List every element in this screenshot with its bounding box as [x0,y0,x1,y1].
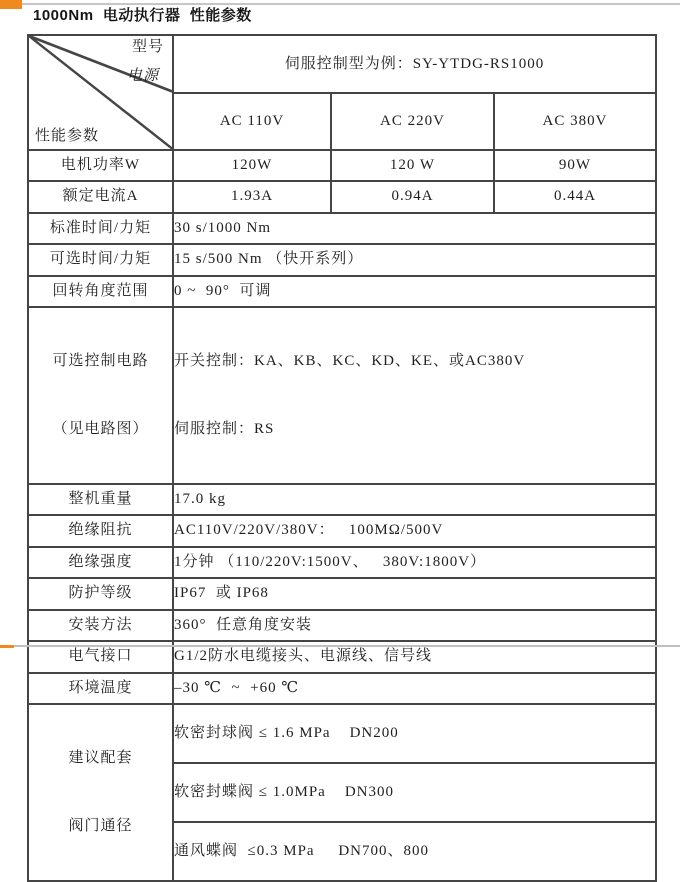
insulation-resistance-value: AC110V/220V/380V： 100MΩ/500V [173,515,656,547]
row-insulation-resistance [28,515,656,547]
motor-power-label: 电机功率W [28,150,173,182]
insulation-strength-label: 绝缘强度 [28,547,173,579]
weight-value: 17.0 kg [173,484,656,516]
mounting-method-value: 360° 任意角度安装 [173,610,656,642]
insulation-resistance-label: 绝缘阻抗 [28,515,173,547]
page-title: 1000Nm 电动执行器 性能参数 [33,7,252,24]
row-valve-ball [28,704,656,763]
control-circuit-servo-line: 伺服控制：RS [174,421,275,437]
control-circuit-label [28,307,173,484]
optional-time-torque-label: 可选时间/力矩 [28,244,173,276]
optional-time-torque-value: 15 s/500 Nm （快开系列） [173,244,656,276]
recommended-valves-label-line2: 阀门通径 [68,818,133,834]
protection-class-value: IP67 或 IP68 [173,578,656,610]
corner-label-power-supply: 电源 [126,68,159,84]
model-example-cell: 伺服控制型为例：SY-YTDG-RS1000 [173,35,656,93]
row-motor-power [28,150,656,182]
insulation-strength-value: 1分钟 （110/220V:1500V、 380V:1800V） [173,547,656,579]
row-control-circuit [28,307,656,484]
rotation-range-value: 0 ~ 90° 可调 [173,276,656,308]
valve-butterfly-value: 软密封蝶阀 ≤ 1.0MPa DN300 [173,763,656,822]
standard-time-torque-value: 30 s/1000 Nm [173,213,656,245]
motor-power-220v: 120 W [331,150,494,182]
row-rated-current [28,181,656,213]
rotation-range-label: 回转角度范围 [28,276,173,308]
corner-label-performance-params: 性能参数 [35,127,100,144]
top-orange-accent [0,0,22,9]
column-header-ac110v: AC 110V [173,93,331,149]
row-ambient-temperature [28,673,656,705]
recommended-valves-label [28,704,173,881]
diagonal-header-cell [28,35,173,150]
bottom-divider-line [0,645,680,647]
motor-power-380v: 90W [494,150,656,182]
control-circuit-value [173,307,656,484]
protection-class-label: 防护等级 [28,578,173,610]
rated-current-label: 额定电流A [28,181,173,213]
row-protection-class [28,578,656,610]
ambient-temperature-value: –30 ℃ ~ +60 ℃ [173,673,656,705]
column-header-ac220v: AC 220V [331,93,494,149]
row-rotation-range [28,276,656,308]
row-standard-time-torque [28,213,656,245]
valve-vent-value: 通风蝶阀 ≤0.3 MPa DN700、800 [173,822,656,881]
rated-current-220v: 0.94A [331,181,494,213]
mounting-method-label: 安装方法 [28,610,173,642]
row-weight [28,484,656,516]
row-mounting-method [28,610,656,642]
recommended-valves-label-line1: 建议配套 [68,749,133,766]
control-circuit-label-line2: （见电路图） [52,421,149,437]
ambient-temperature-label: 环境温度 [28,673,173,705]
row-model-example [28,35,656,93]
rated-current-110v: 1.93A [173,181,331,213]
electrical-interface-value: G1/2防水电缆接头、电源线、信号线 [173,641,656,673]
electrical-interface-label: 电气接口 [28,641,173,673]
standard-time-torque-label: 标准时间/力矩 [28,213,173,245]
rated-current-380v: 0.44A [494,181,656,213]
control-circuit-label-line1: 可选控制电路 [52,352,149,369]
bottom-orange-accent [0,645,14,648]
control-circuit-switch-line: 开关控制：KA、KB、KC、KD、KE、或AC380V [174,352,526,369]
corner-label-model: 型号 [131,39,164,55]
row-insulation-strength [28,547,656,579]
valve-ball-value: 软密封球阀 ≤ 1.6 MPa DN200 [173,704,656,763]
row-optional-time-torque [28,244,656,276]
weight-label: 整机重量 [28,484,173,516]
column-header-ac380v: AC 380V [494,93,656,149]
performance-spec-table [27,34,657,882]
motor-power-110v: 120W [173,150,331,182]
